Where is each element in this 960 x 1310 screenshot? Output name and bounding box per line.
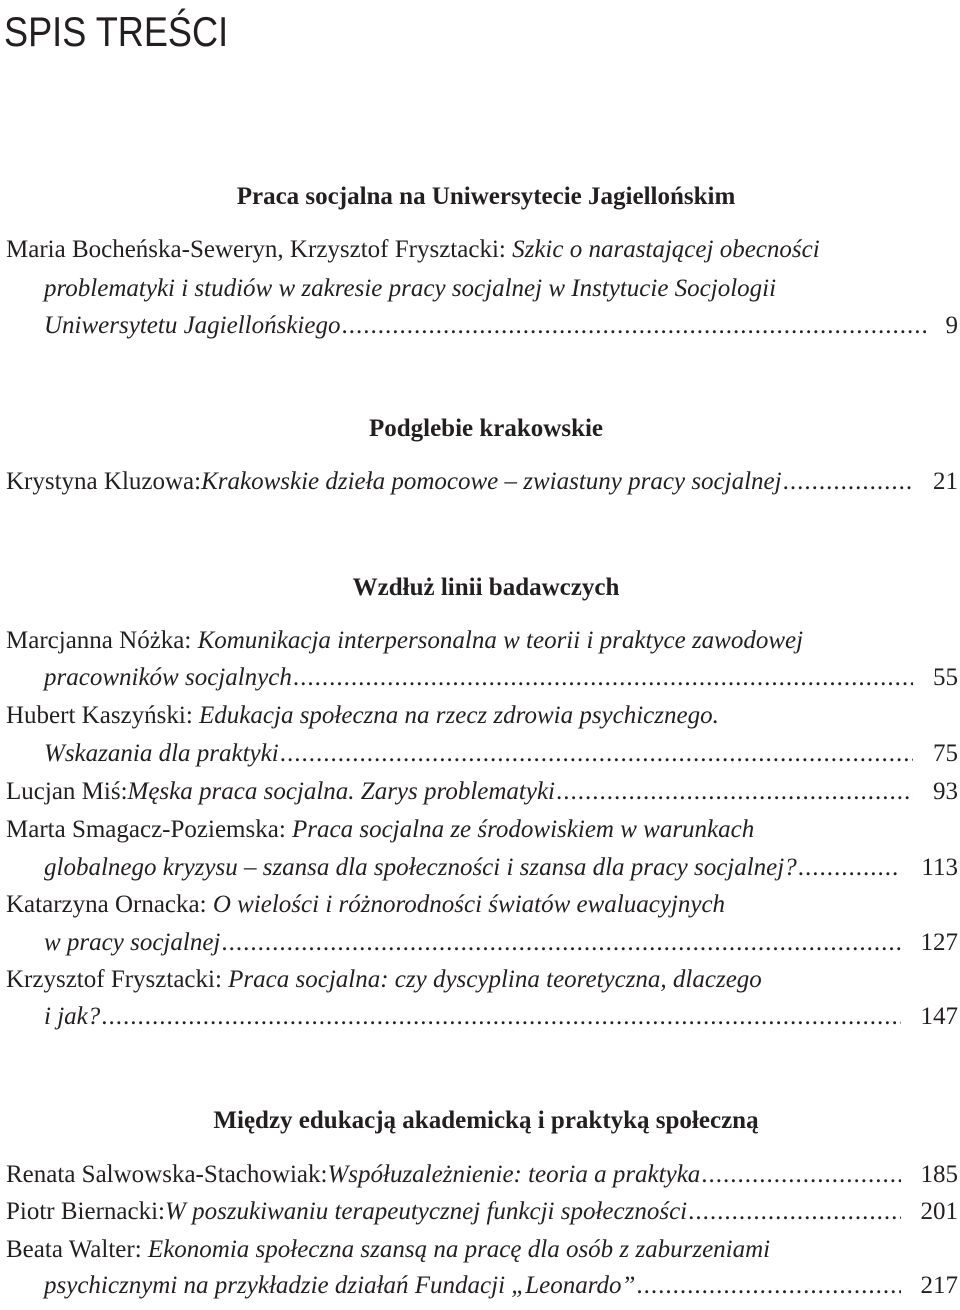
entry-author: Lucjan Miś:	[6, 778, 128, 805]
page-number: 93	[933, 778, 958, 805]
entry-title: Wskazania dla praktyki	[44, 740, 279, 767]
toc-entry-line[interactable]	[44, 999, 958, 1035]
dot-leader	[783, 464, 913, 500]
entry-author: Maria Bocheńska-Seweryn, Krzysztof Frysztacki:	[6, 236, 513, 263]
entry-title: pracowników socjalnych	[44, 664, 292, 691]
toc-entry-line[interactable]	[6, 464, 958, 500]
dot-leader	[221, 925, 900, 961]
toc-entry-line[interactable]	[44, 660, 958, 696]
section-heading: Wzdłuż linii badawczych	[352, 574, 620, 601]
toc-entry-line[interactable]	[6, 1194, 958, 1230]
section-heading: Praca socjalna na Uniwersytecie Jagiellońskim	[236, 183, 736, 210]
entry-author: Renata Salwowska-Stachowiak:	[6, 1161, 328, 1188]
dot-leader	[636, 1268, 900, 1304]
page-number: 75	[933, 740, 958, 767]
toc-entry-line[interactable]	[44, 925, 958, 961]
dot-leader	[101, 999, 900, 1035]
entry-title: W poszukiwaniu terapeutycznej funkcji społeczności	[165, 1198, 688, 1225]
toc-entry-line[interactable]	[44, 308, 958, 344]
entry-author: Marta Smagacz-Poziemska:	[6, 816, 293, 843]
section-heading: Podglebie krakowskie	[368, 415, 604, 442]
toc-entry-line	[6, 698, 958, 734]
entry-title: Szkic o narastającej obecności	[512, 236, 820, 263]
dot-leader	[798, 850, 902, 886]
entry-author: Krystyna Kluzowa:	[6, 468, 202, 495]
toc-entry-line	[6, 623, 958, 659]
dot-leader	[556, 774, 913, 810]
toc-entry-line	[6, 962, 958, 998]
dot-leader	[688, 1194, 900, 1230]
dot-leader	[280, 736, 913, 772]
entry-title: problematyki i studiów w zakresie pracy socjalnej w Instytucie Socjologii	[44, 275, 777, 302]
toc-entry-line[interactable]	[44, 736, 958, 772]
entry-author: Katarzyna Ornacka:	[6, 891, 213, 918]
entry-author: Marcjanna Nóżka:	[6, 627, 198, 654]
entry-title: Ekonomia społeczna szansą na pracę dla osób z zaburzeniami	[147, 1236, 771, 1263]
page-number: 217	[920, 1272, 958, 1299]
entry-title: Współuzależnienie: teoria a praktyka	[327, 1161, 701, 1188]
toc-entry-line[interactable]	[44, 850, 958, 886]
section-heading: Między edukacją akademicką i praktyką społeczną	[213, 1107, 759, 1134]
entry-title: Uniwersytetu Jagiellońskiego	[44, 312, 341, 339]
toc-entry-line	[6, 812, 958, 848]
page-number: 201	[920, 1198, 958, 1225]
toc-entry-line[interactable]	[6, 1157, 958, 1193]
dot-leader	[701, 1157, 900, 1193]
page-title: SPIS TREŚCI	[4, 8, 229, 55]
dot-leader	[293, 660, 913, 696]
toc-entry-line[interactable]	[6, 774, 958, 810]
entry-title: O wielości i różnorodności światów ewaluacyjnych	[212, 891, 726, 918]
entry-author: Krzysztof Frysztacki:	[6, 966, 229, 993]
entry-title: i jak?	[44, 1003, 101, 1030]
page-number: 185	[920, 1161, 958, 1188]
entry-title: psychicznymi na przykładzie działań Fundacji „Leonardo”	[44, 1272, 636, 1299]
entry-title: Praca socjalna: czy dyscyplina teoretyczna, dlaczego	[228, 966, 762, 993]
entry-author: Beata Walter:	[6, 1236, 148, 1263]
page-number: 147	[920, 1003, 958, 1030]
entry-title: globalnego kryzysu – szansa dla społeczności i szansa dla pracy socjalnej?	[44, 854, 797, 881]
toc-entry-line	[6, 887, 958, 923]
page-number: 113	[921, 854, 958, 881]
entry-title: w pracy socjalnej	[44, 929, 221, 956]
entry-author: Hubert Kaszyński:	[6, 702, 200, 729]
page-number: 9	[945, 312, 958, 339]
page-number: 127	[920, 929, 958, 956]
entry-author: Piotr Biernacki:	[6, 1198, 165, 1225]
entry-title: Krakowskie dzieła pomocowe – zwiastuny pracy socjalnej	[201, 468, 782, 495]
entry-title: Komunikacja interpersonalna w teorii i praktyce zawodowej	[197, 627, 804, 654]
page-number: 55	[933, 664, 958, 691]
entry-title: Męska praca socjalna. Zarys problematyki	[127, 778, 555, 805]
toc-entry-line	[6, 1232, 958, 1268]
toc-entry-line[interactable]	[44, 1268, 958, 1304]
entry-title: Praca socjalna ze środowiskiem w warunkach	[292, 816, 755, 843]
entry-title: Edukacja społeczna na rzecz zdrowia psychicznego.	[199, 702, 719, 729]
page-number: 21	[933, 468, 958, 495]
dot-leader	[341, 308, 925, 344]
toc-entry-line	[6, 232, 958, 268]
toc-entry-line	[44, 271, 958, 307]
